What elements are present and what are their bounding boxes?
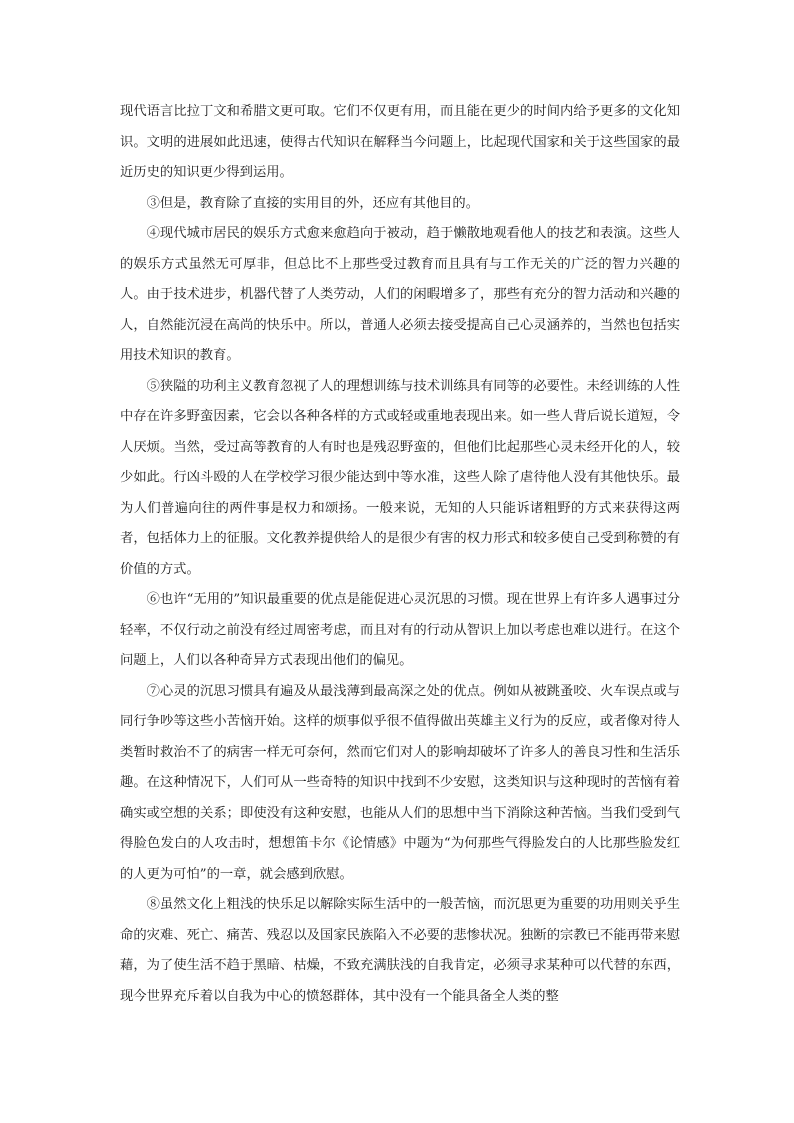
paragraph-8: ⑧虽然文化上粗浅的快乐足以解除实际生活中的一般苦恼，而沉思更为重要的功用则关乎生命的灾难、死亡、痛苦、残忍以及国家民族陷入不必要的悲惨状况。独断的宗教已不能再带来慰藉，为了使生活不趋于黑暗、枯燥，不致充满肤浅的自我肯定，必须寻求某种可以代替的东西，现今世界充斥着以自我为中心的愤怒群体，其中没有一个能具备全人类的整	[120, 897, 680, 1004]
paragraph-5: ⑤狭隘的功利主义教育忽视了人的理想训练与技术训练具有同等的必要性。未经训练的人性中存在许多野蛮因素，它会以各种各样的方式或轻或重地表现出来。如一些人背后说长道短，令人厌烦。当然，受过高等教育的人有时也是残忍野蛮的，但他们比起那些心灵未经开化的人，较少如此。行凶斗殴的人在学校学习很少能达到中等水准，这些人除了虐待他人没有其他快乐。最为人们普遍向往的两件事是权力和颂扬。一般来说，无知的人只能诉诸粗野的方式来获得这两者，包括体力上的征服。文化教养提供给人的是很少有害的权力形式和较多使自己受到称赞的有价值的方式。	[120, 378, 680, 577]
document-page	[120, 97, 680, 1012]
paragraph-6: ⑥也许“无用的”知识最重要的优点是能促进心灵沉思的习惯。现在世界上有许多人遇事过分轻率，不仅行动之前没有经过周密考虑，而且对有的行动从智识上加以考虑也难以进行。在这个问题上，人们以各种奇异方式表现出他们的偏见。	[120, 592, 680, 668]
paragraph-3: ③但是，教育除了直接的实用目的外，还应有其他目的。	[146, 195, 480, 211]
paragraph-4: ④现代城市居民的娱乐方式愈来愈趋向于被动，趋于懒散地观看他人的技艺和表演。这些人的娱乐方式虽然无可厚非，但总比不上那些受过教育而且具有与工作无关的广泛的智力兴趣的人。由于技术进步，机器代替了人类劳动，人们的闲暇增多了，那些有充分的智力活动和兴趣的人，自然能沉浸在高尚的快乐中。所以，普通人必须去接受提高自己心灵涵养的，当然也包括实用技术知识的教育。	[120, 226, 680, 363]
paragraph-7: ⑦心灵的沉思习惯具有遍及从最浅薄到最高深之处的优点。例如从被跳蚤咬、火车误点或与同行争吵等这些小苦恼开始。这样的烦事似乎很不值得做出英雄主义行为的反应，或者像对待人类暂时救治不了的病害一样无可奈何，然而它们对人的影响却破坏了许多人的善良习性和生活乐趣。在这种情况下，人们可从一些奇特的知识中找到不少安慰，这类知识与这种现时的苦恼有着确实或空想的关系；即使没有这种安慰，也能从人们的思想中当下消除这种苦恼。当我们受到气得脸色发白的人攻击时，想想笛卡尔《论情感》中题为“为何那些气得脸发白的人比那些脸发红的人更为可怕”的一章，就会感到欣慰。	[120, 683, 680, 882]
paragraph-continuation: 现代语言比拉丁文和希腊文更可取。它们不仅更有用，而且能在更少的时间内给予更多的文化知识。文明的进展如此迅速，使得古代知识在解释当今问题上，比起现代国家和关于这些国家的最近历史的知识更少得到运用。	[120, 104, 680, 180]
